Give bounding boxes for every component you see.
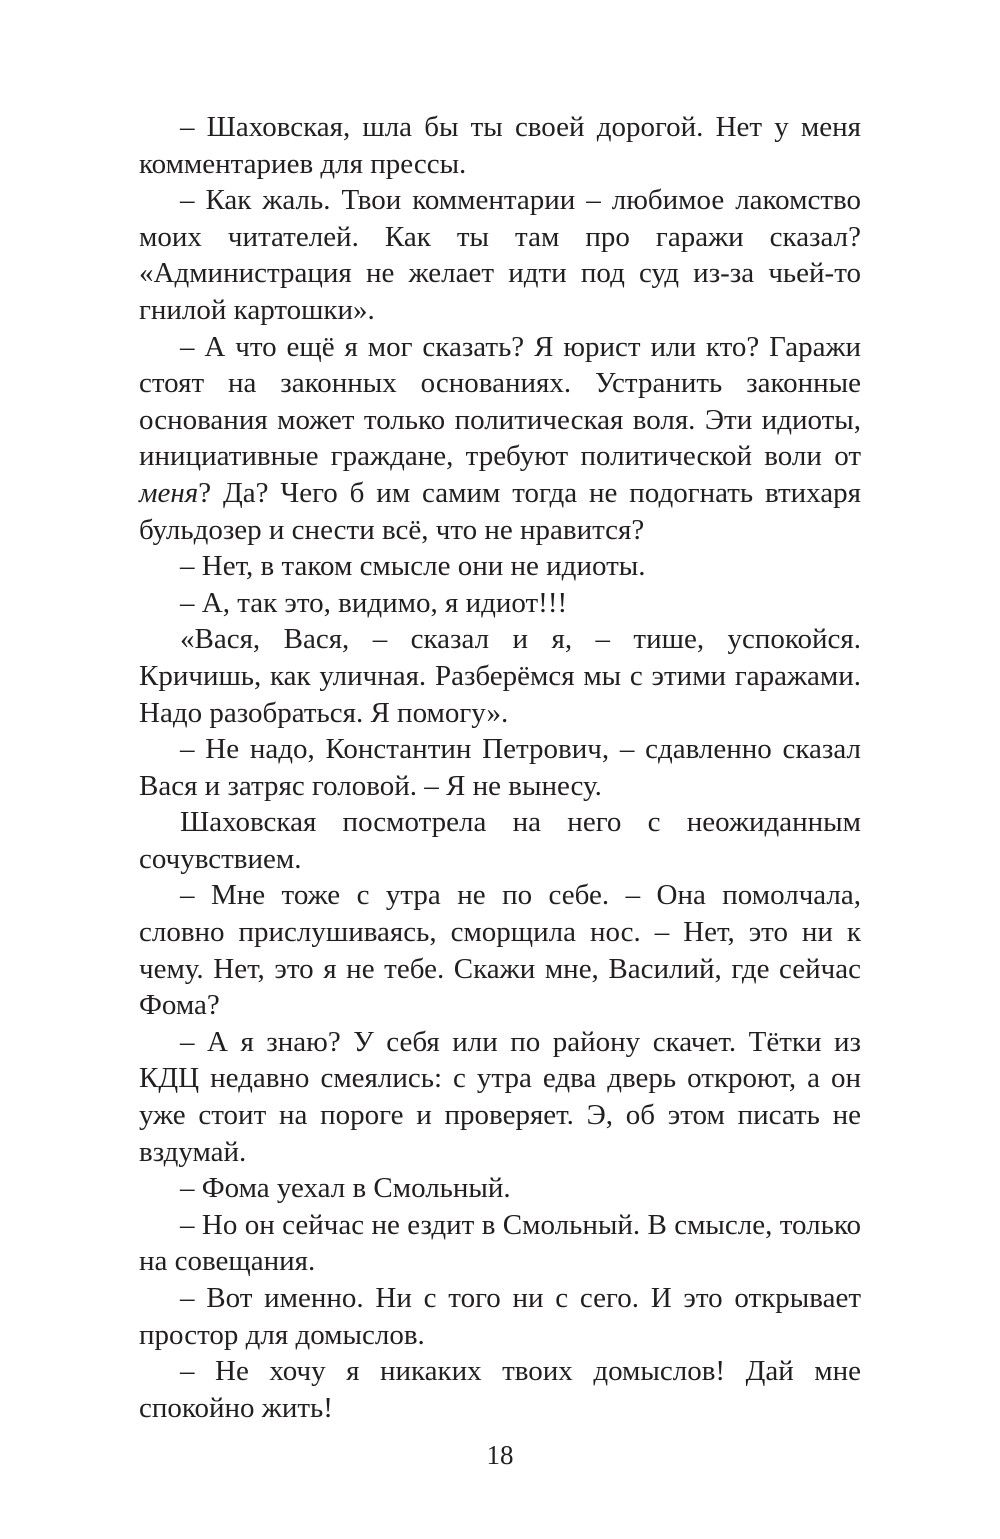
paragraph-4: – Нет, в таком смысле они не идиоты. — [180, 550, 646, 583]
body-text — [139, 109, 861, 1426]
paragraph-11: – Фома уехал в Смольный. — [180, 1172, 511, 1205]
paragraph-6: «Вася, Вася, – сказал и я, – тише, успокойся. Кричишь, как уличная. Разберёмся мы с этими гаражами. Надо разобраться. Я помогу». — [139, 623, 861, 729]
paragraph-2: – Как жаль. Твои комментарии – любимое лакомство моих читателей. Как ты там про гаражи сказал? «Администрация не желает идти под суд из-за чьей-то гнилой картошки». — [139, 184, 861, 326]
page-number: 18 — [486, 1440, 514, 1470]
paragraph-7: – Не надо, Константин Петрович, – сдавленно сказал Вася и затряс головой. – Я не вынесу. — [139, 733, 861, 802]
paragraph-5: – А, так это, видимо, я идиот!!! — [180, 586, 568, 619]
paragraph-8: Шаховская посмотрела на него с неожиданным сочувствием. — [139, 806, 861, 875]
paragraph-1: – Шаховская, шла бы ты своей дорогой. Нет у меня комментариев для прессы. — [139, 111, 861, 180]
paragraph-13: – Вот именно. Ни с того ни с сего. И это открывает простор для домыслов. — [139, 1282, 861, 1351]
paragraph-10: – А я знаю? У себя или по району скачет. Тётки из КДЦ недавно смеялись: с утра едва дверь откроют, а он уже стоит на пороге и проверяет. Э, об этом писать не вздумай. — [139, 1025, 861, 1168]
paragraph-9: – Мне тоже с утра не по себе. – Она помолчала, словно прислушиваясь, сморщила нос. – Нет, это ни к чему. Нет, это я не тебе. Скажи мне, Василий, где сейчас Фома? — [139, 879, 861, 1022]
paragraph-12: – Но он сейчас не ездит в Смольный. В смысле, только на совещания. — [139, 1208, 861, 1278]
paragraph-14: – Не хочу я никаких твоих домыслов! Дай мне спокойно жить! — [139, 1355, 861, 1424]
paragraph-3: – А что ещё я мог сказать? Я юрист или кто? Гаражи стоят на законных основаниях. Устранить законные основания может только политическая воля. Эти идиоты, инициативные граждане, требуют политической воли от меня? Да? Чего б им самим тогда не подогнать втихаря бульдозер и снести всё, что не нравится? — [139, 330, 861, 546]
